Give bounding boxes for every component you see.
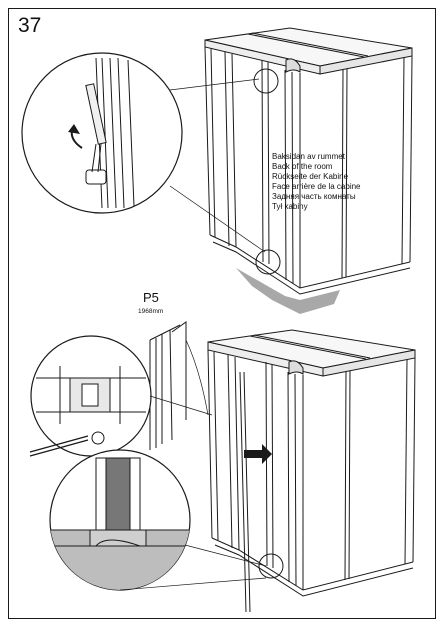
room-orientation-caption <box>272 152 361 212</box>
caption-line-de: Rückseite der Kabine <box>272 172 349 181</box>
caption-line-en: Back of the room <box>272 162 333 171</box>
floor-shadow <box>236 268 340 314</box>
profile-p5 <box>150 322 208 450</box>
caption-line-ru: Задняя часть комнаты <box>272 192 356 201</box>
part-code: P5 <box>143 290 159 305</box>
caption-line-sv: Baksidan av rummet <box>272 152 345 161</box>
part-length: 1968mm <box>138 308 164 315</box>
push-arrow-icon <box>244 444 272 464</box>
latch-detail-zoom <box>22 53 280 274</box>
bottom-cabin <box>208 330 415 612</box>
profile-section-zoom <box>31 336 212 456</box>
caption-line-fr: Face arrière de la cabine <box>272 182 361 191</box>
caption-line-pl: Tył kabiny <box>272 202 308 211</box>
step-number: 37 <box>18 14 42 37</box>
